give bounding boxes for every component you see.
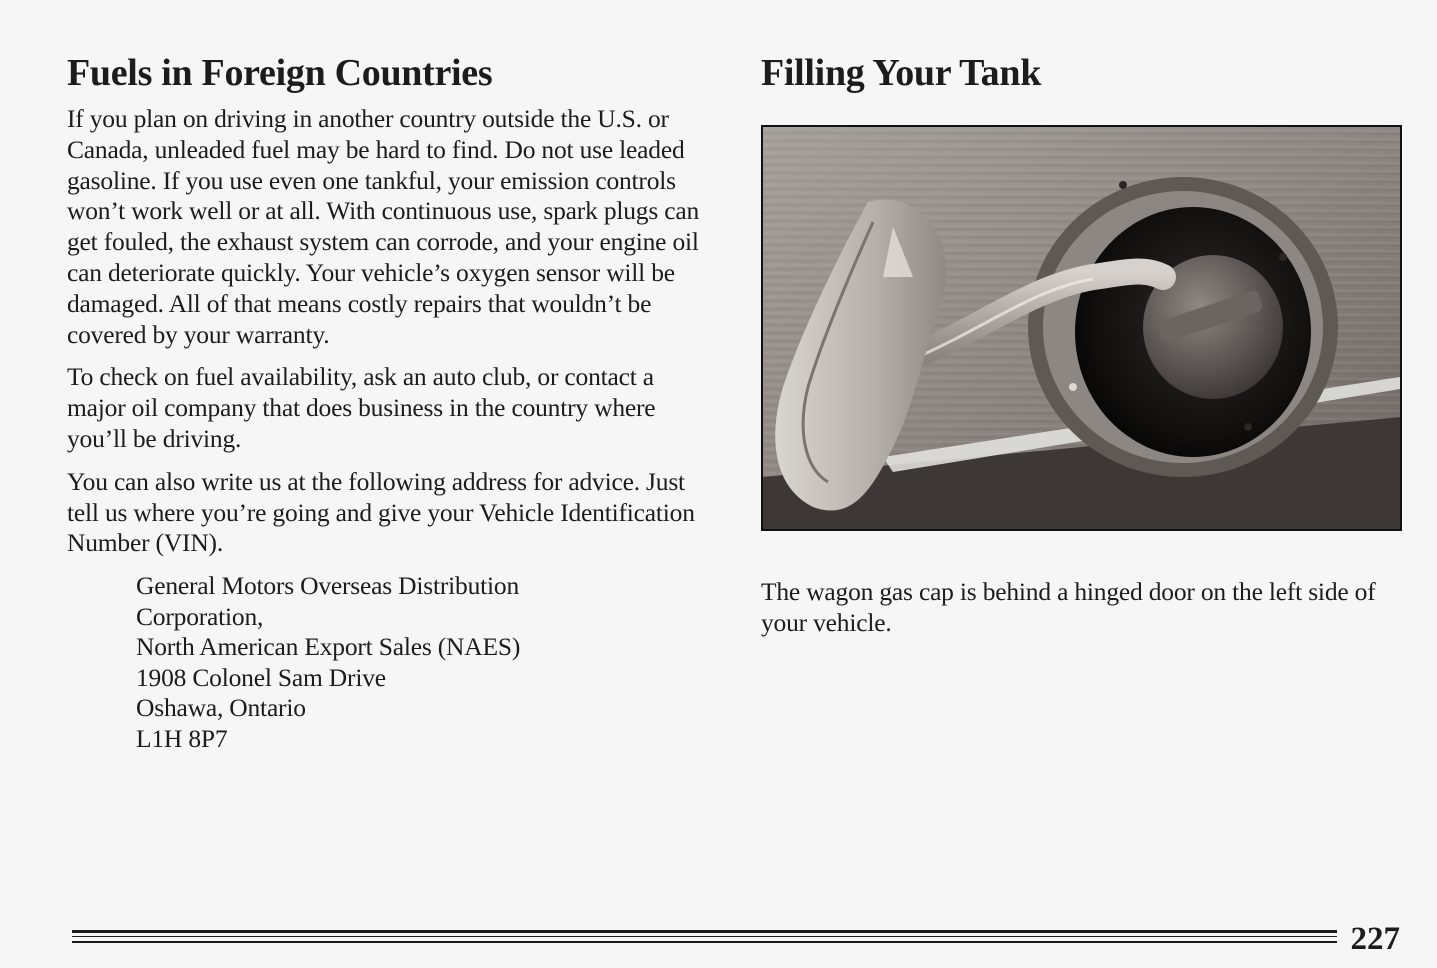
photo-caption: The wagon gas cap is behind a hinged door on the left side of your vehicle. xyxy=(761,577,1376,637)
address-line: Corporation, xyxy=(136,601,264,631)
right-column xyxy=(761,50,1406,637)
footer-rule xyxy=(72,936,1337,937)
left-column xyxy=(67,50,717,754)
fuel-door-illustration xyxy=(763,127,1400,529)
address-line: 1908 Colonel Sam Drive xyxy=(136,662,386,692)
page-number: 227 xyxy=(1350,921,1400,957)
paragraph-write-us: You can also write us at the following address for advice. Just tell us where you’re going and give your Vehicle Identification Number (VIN). xyxy=(67,466,695,558)
paragraph-fuel-availability: To check on fuel availability, ask an auto club, or contact a major oil company that does business in the country where you’ll be driving. xyxy=(67,362,656,453)
footer-rule xyxy=(72,930,1337,933)
address-line: L1H 8P7 xyxy=(136,723,228,753)
section-heading-filling-tank: Filling Your Tank xyxy=(761,52,1042,94)
fuel-door-photo xyxy=(761,125,1402,531)
section-heading-fuels-foreign: Fuels in Foreign Countries xyxy=(67,52,493,94)
paragraph-unleaded-fuel: If you plan on driving in another country outside the U.S. or Canada, unleaded fuel may be hard to find. Do not use leaded gasoline. If you use even one tankful, your emission controls won’t work well or at all. With continuous use, spark plugs can get fouled, the exhaust system can corrode, and your engine oil can deteriorate quickly. Your vehicle’s oxygen sensor will be damaged. All of that means costly repairs that wouldn’t be covered by your warranty. xyxy=(67,104,700,349)
address-line: North American Export Sales (NAES) xyxy=(136,632,521,662)
footer-rule xyxy=(72,941,1337,943)
address-line: Oshawa, Ontario xyxy=(136,693,306,723)
address-line: General Motors Overseas Distribution xyxy=(136,571,520,601)
mailing-address xyxy=(136,571,717,754)
